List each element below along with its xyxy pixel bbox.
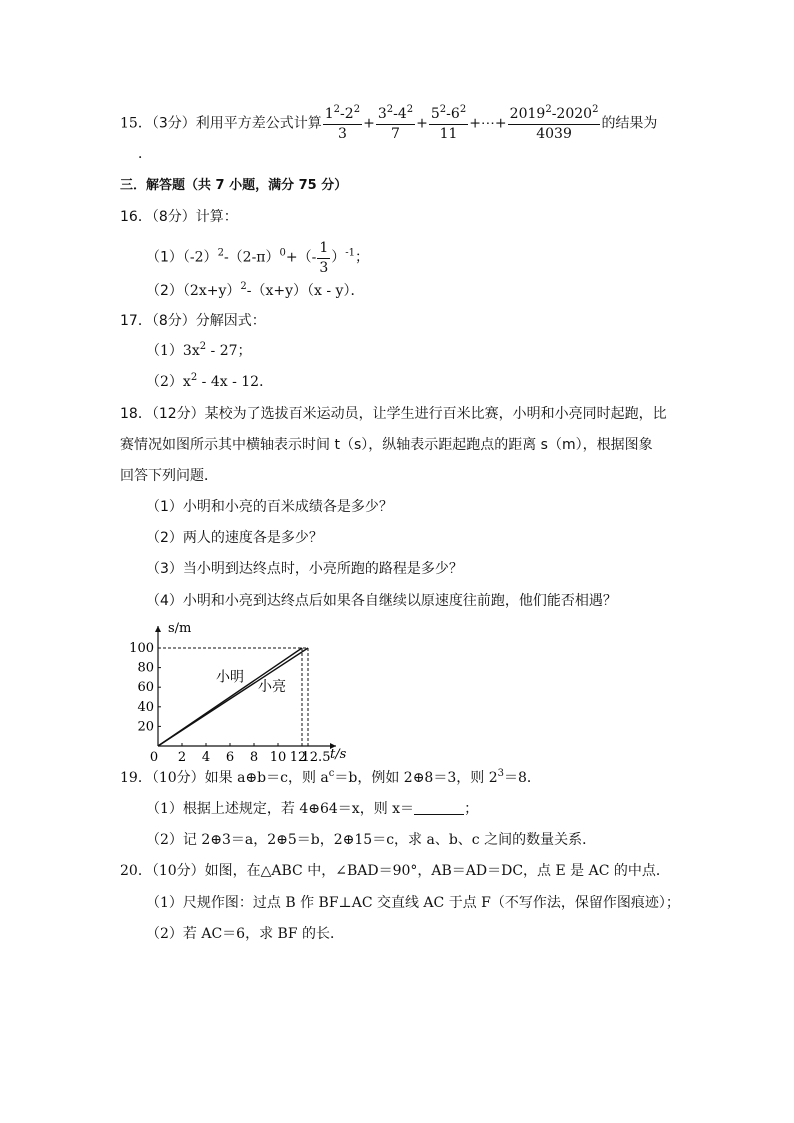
fraction-2: $\frac{3^2-4^2}{7}$ — [377, 104, 414, 142]
y-axis-label: s/m — [168, 621, 192, 636]
y-tick-label: 40 — [137, 699, 154, 715]
x-tick-label: 12 — [289, 750, 307, 765]
fraction-4: $\frac{2019^2-2020^2}{4039}$ — [509, 104, 599, 142]
x-axis-label: t/s — [330, 747, 347, 762]
x-tick-label: 8 — [249, 750, 259, 765]
q18-part-2: （2）两人的速度各是多少？ — [146, 530, 323, 546]
y-tick-label: 100 — [129, 641, 154, 656]
x-tick-label: 4 — [201, 750, 211, 765]
y-axis-arrow — [155, 626, 161, 632]
series-line-2 — [158, 648, 308, 746]
x-tick-label: 12.5 — [301, 750, 331, 765]
q19-part-1: （1）根据上述规定，若 4⊕64＝x，则 x＝ ； — [146, 801, 479, 817]
q17-part-2: $(2)x^2 - 4x - 12$． — [146, 372, 274, 390]
q20-part-1: （1）尺规作图：过点 B 作 BF⊥AC 交直线 AC 于点 F（不写作法，保留作图痕迹）； — [146, 895, 680, 911]
q18-part-4: （4）小明和小亮到达终点后如果各自继续以原速度往前跑，他们能否相遇？ — [146, 593, 617, 609]
question-number: 15． — [120, 115, 152, 132]
x-tick-label: 2 — [177, 750, 187, 765]
question-17: 17．（8分）分解因式： — [120, 313, 266, 329]
answer-blank-dot: ． — [138, 146, 152, 162]
question-19: 19．（10分）如果 a⊕b＝c，则 $a^c=b$，例如 2⊕8＝3，则 $2^3=8$． — [120, 768, 541, 786]
y-tick-label: 20 — [137, 719, 154, 735]
question-16: 16．（8分）计算： — [120, 209, 238, 225]
q20-part-2: （2）若 AC＝6，求 BF 的长． — [146, 926, 344, 942]
question-15: 15．（3分）利用平方差公式计算 $\frac{1^2-2^2}{3}$ + $\frac{3^2-4^2}{7}$ + $\frac{5^2-6^2}{11}$ +⋯+ $\frac{2019^2-2020^2}{4039}$ 的结果为 — [120, 104, 658, 142]
x-tick-label: 0 — [149, 750, 159, 765]
y-tick-label: 80 — [137, 660, 154, 676]
distance-time-chart — [129, 612, 380, 767]
question-20: 20．（10分）如图，在△ABC 中，∠BAD＝90°，AB＝AD＝DC，点 E 是 AC 的中点． — [120, 863, 670, 879]
x-tick-label: 6 — [225, 750, 235, 765]
question-18-line-3: 回答下列问题． — [120, 468, 218, 484]
q17-part-1: $(1)3x^2 - 27$； — [146, 341, 252, 359]
q16-part-2: $(2)(2x+y)^2-(x+y)(x - y)$． — [146, 281, 365, 299]
q18-part-1: （1）小明和小亮的百米成绩各是多少？ — [146, 499, 393, 515]
series-label-1: 小明 — [216, 669, 244, 686]
score: （3分） — [151, 115, 196, 132]
q18-part-3: （3）当小明到达终点时，小亮所跑的路程是多少？ — [146, 561, 463, 577]
fraction-1: $\frac{1^2-2^2}{3}$ — [324, 104, 361, 142]
y-tick-label: 60 — [137, 680, 154, 696]
x-tick-label: 10 — [269, 750, 287, 765]
series-label-2: 小亮 — [258, 679, 286, 696]
question-18: 18．（12分）某校为了选拔百米运动员，让学生进行百米比赛，小明和小亮同时起跑，比 — [120, 406, 667, 422]
fraction-3: $\frac{5^2-6^2}{11}$ — [430, 104, 467, 142]
q19-part-2: （2）记 2⊕3＝a，2⊕5＝b，2⊕15＝c，求 a、b、c 之间的数量关系． — [146, 832, 597, 848]
q16-part-1: $(1)(-2)^2-(2-\pi)^0+(-$ $\frac{1}{3}$ ）$^{-1}$； — [146, 240, 370, 276]
answer-blank[interactable] — [414, 800, 464, 815]
question-text: 利用平方差公式计算 — [195, 115, 322, 132]
question-18-line-2: 赛情况如图所示其中横轴表示时间 t（s），纵轴表示距起跑点的距离 s（m），根据图象 — [120, 437, 653, 453]
section-title: 三．解答题（共 7 小题，满分 75 分） — [120, 178, 348, 193]
